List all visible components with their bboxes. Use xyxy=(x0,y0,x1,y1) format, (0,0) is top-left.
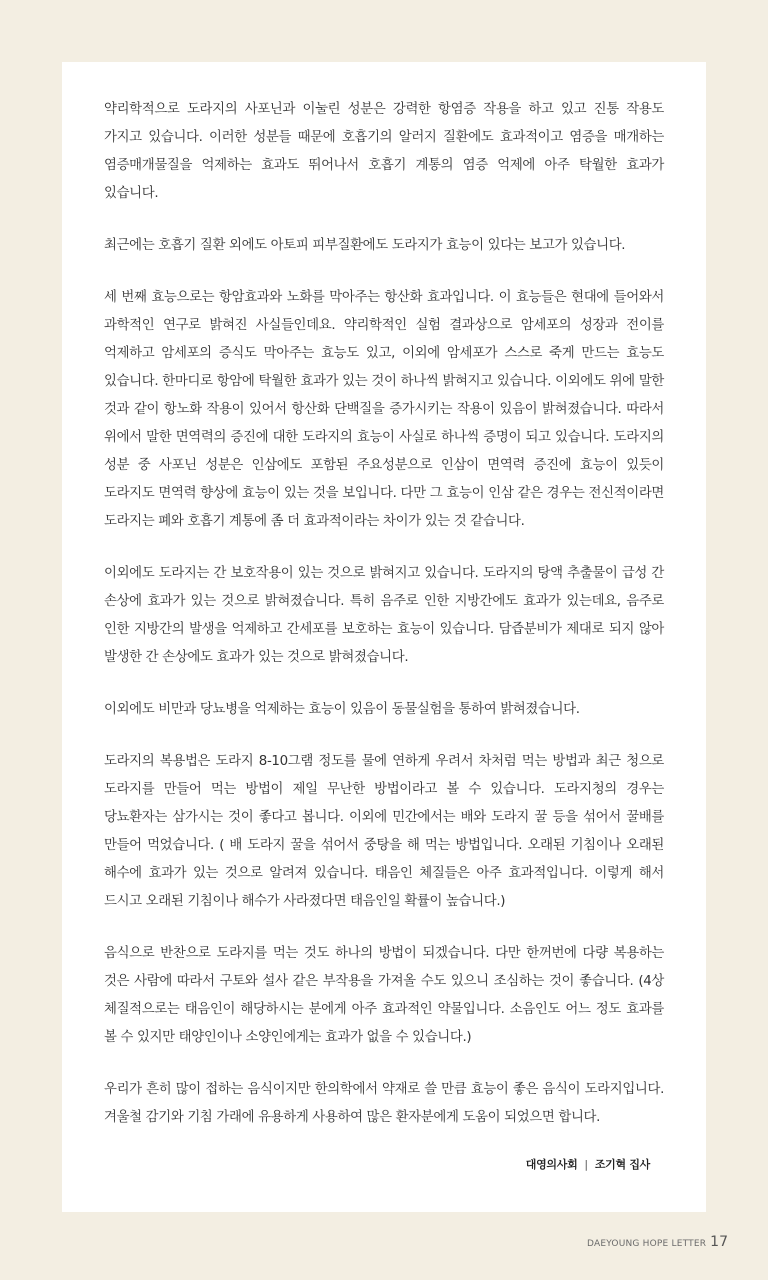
author-separator: | xyxy=(584,1158,588,1171)
article-paragraph-7: 음식으로 반찬으로 도라지를 먹는 것도 하나의 방법이 되겠습니다. 다만 한꺼번에 다량 복용하는 것은 사람에 따라서 구토와 설사 같은 부작용을 가져올 수도 있으니 조심하는 것이 좋습니다. (4상 체질적으로는 태음인이 해당하시는 분에게 아주 효과적인 약물입니다. 소음인도 어느 정도 효과를 볼 수 있지만 태양인이나 소양인에게는 효과가 없을 수 있습니다.) xyxy=(104,946,664,1045)
article-paragraph-6: 도라지의 복용법은 도라지 8-10그램 정도를 물에 연하게 우려서 차처럼 먹는 방법과 최근 청으로 도라지를 만들어 먹는 방법이 제일 무난한 방법이라고 볼 수 있습니다. 도라지청의 경우는 당뇨환자는 삼가시는 것이 좋다고 봅니다. 이외에 민간에서는 배와 도라지 꿀 등을 섞어서 꿀배를 만들어 먹었습니다. ( 배 도라지 꿀을 섞어서 중탕을 해 먹는 방법입니다. 오래된 기침이나 오래된 해수에 효과가 있는 것으로 알려져 있습니다. 태음인 체질들은 아주 효과적입니다. 이렇게 해서 드시고 오래된 기침이나 해수가 사라졌다면 태음인일 확률이 높습니다.) xyxy=(104,754,664,909)
footer-brand: DAEYOUNG HOPE LETTER xyxy=(587,1239,707,1249)
article-paragraph-4: 이외에도 도라지는 간 보호작용이 있는 것으로 밝혀지고 있습니다. 도라지의 탕액 추출물이 급성 간 손상에 효과가 있는 것으로 밝혀졌습니다. 특히 음주로 인한 지방간에도 효과가 있는데요, 음주로 인한 지방간의 발생을 억제하고 간세포를 보호하는 효능이 있습니다. 담즙분비가 제대로 되지 않아 발생한 간 손상에도 효과가 있는 것으로 밝혀졌습니다. xyxy=(104,566,664,665)
author-name: 조기혁 집사 xyxy=(594,1158,650,1171)
page-number: 17 xyxy=(710,1234,728,1250)
article-paragraph-2: 최근에는 호흡기 질환 외에도 아토피 피부질환에도 도라지가 효능이 있다는 보고가 있습니다. xyxy=(104,238,626,253)
article-paragraph-8: 우리가 흔히 많이 접하는 음식이지만 한의학에서 약재로 쓸 만큼 효능이 좋은 음식이 도라지입니다. 겨울철 감기와 기침 가래에 유용하게 사용하여 많은 환자분에게 도움이 되었으면 합니다. xyxy=(104,1082,664,1125)
article-card xyxy=(62,62,706,1212)
author-organization: 대영의사회 xyxy=(525,1158,578,1171)
page-footer xyxy=(587,1234,728,1250)
article-paragraph-1: 약리학적으로 도라지의 사포닌과 이눌린 성분은 강력한 항염증 작용을 하고 있고 진통 작용도 가지고 있습니다. 이러한 성분들 때문에 호흡기의 알러지 질환에도 효과적이고 염증을 매개하는 염증매개물질을 억제하는 효과도 뛰어나서 호흡기 계통의 염증 억제에 아주 탁월한 효과가 있습니다. xyxy=(104,102,664,201)
author-byline xyxy=(526,1156,650,1172)
article-paragraph-5: 이외에도 비만과 당뇨병을 억제하는 효능이 있음이 동물실험을 통하여 밝혀졌습니다. xyxy=(104,702,580,717)
article-paragraph-3: 세 번째 효능으로는 항암효과와 노화를 막아주는 항산화 효과입니다. 이 효능들은 현대에 들어와서 과학적인 연구로 밝혀진 사실들인데요. 약리학적인 실험 결과상으로 암세포의 성장과 전이를 억제하고 암세포의 증식도 막아주는 효능도 있고, 이외에 암세포가 스스로 죽게 만드는 효능도 있습니다. 한마디로 항암에 탁월한 효과가 있는 것이 하나씩 밝혀지고 있습니다. 이외에도 위에 말한 것과 같이 항노화 작용이 있어서 항산화 단백질을 증가시키는 작용이 있음이 밝혀졌습니다. 따라서 위에서 말한 면역력의 증진에 대한 도라지의 효능이 사실로 하나씩 증명이 되고 있습니다. 도라지의 성분 중 사포닌 성분은 인삼에도 포함된 주요성분으로 인삼이 면역력 증진에 효능이 있듯이 도라지도 면역력 향상에 효능이 있는 것을 보입니다. 다만 그 효능이 인삼 같은 경우는 전신적이라면 도라지는 폐와 호흡기 계통에 좀 더 효과적이라는 차이가 있는 것 같습니다. xyxy=(104,290,664,529)
